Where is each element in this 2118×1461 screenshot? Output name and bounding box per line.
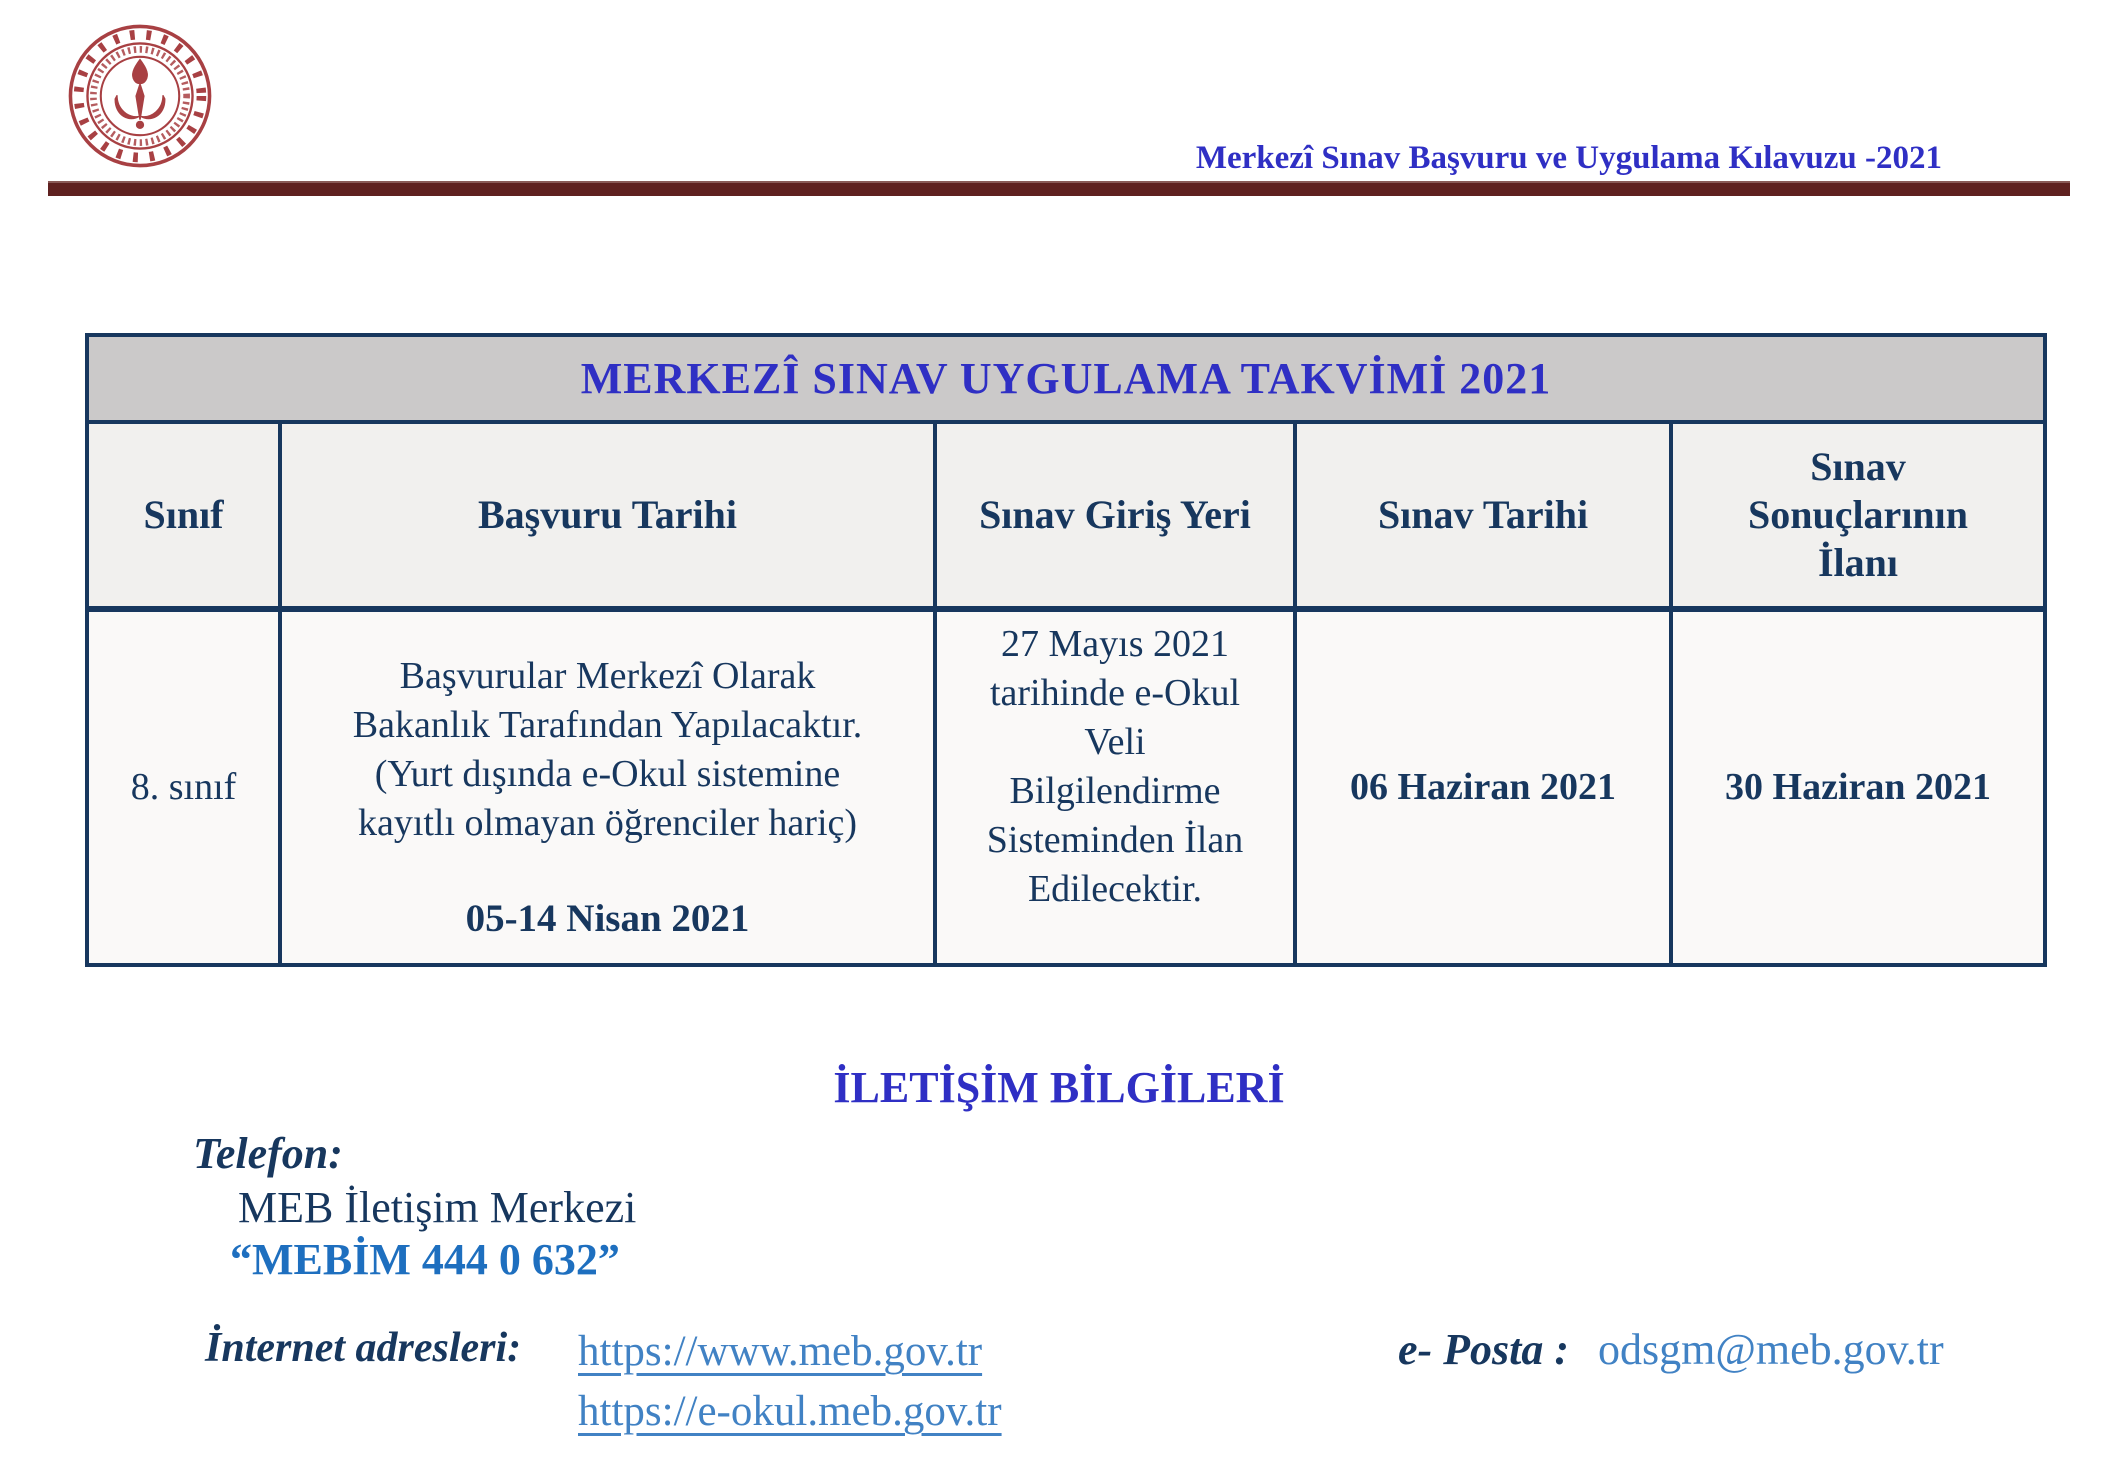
link-eokul-meb-gov-tr[interactable]: https://e-okul.meb.gov.tr bbox=[578, 1388, 1002, 1435]
cell-results-date: 30 Haziran 2021 bbox=[1671, 609, 2045, 965]
cell-exam-date: 06 Haziran 2021 bbox=[1295, 609, 1671, 965]
table-title: MERKEZÎ SINAV UYGULAMA TAKVİMİ 2021 bbox=[87, 335, 2045, 422]
meb-logo-icon bbox=[66, 22, 214, 170]
email-label: e- Posta : bbox=[1398, 1325, 1570, 1374]
table-row bbox=[87, 609, 2045, 965]
application-line: kayıtlı olmayan öğrenciler hariç) bbox=[357, 802, 858, 844]
entry-line: Veli bbox=[1084, 721, 1146, 763]
application-line: Başvurular Merkezî Olarak bbox=[399, 655, 816, 697]
internet-label: İnternet adresleri: bbox=[205, 1325, 522, 1371]
col-header-label: Sınav Sonuçlarının İlanı bbox=[1747, 444, 1969, 585]
entry-line: Bilgilendirme bbox=[1009, 770, 1221, 812]
email-address[interactable]: odsgm@meb.gov.tr bbox=[1598, 1325, 1944, 1374]
exam-table bbox=[85, 333, 2047, 967]
col-header-sinif: Sınıf bbox=[87, 422, 280, 609]
link-meb-gov-tr[interactable]: https://www.meb.gov.tr bbox=[578, 1328, 983, 1375]
col-header-basvuru-tarihi: Başvuru Tarihi bbox=[280, 422, 935, 609]
doc-title: Merkezî Sınav Başvuru ve Uygulama Kılavuzu -2021 bbox=[1195, 140, 1942, 176]
entry-line: Edilecektir. bbox=[1027, 868, 1203, 910]
col-header-sinav-tarihi: Sınav Tarihi bbox=[1295, 422, 1671, 609]
col-header-sinav-sonuclari-ilani bbox=[1671, 422, 2045, 609]
phone-center-name: MEB İletişim Merkezi bbox=[238, 1183, 637, 1232]
cell-application-date: 05-14 Nisan 2021 bbox=[465, 897, 750, 940]
entry-line: Sisteminden İlan bbox=[986, 819, 1244, 861]
internet-links bbox=[578, 1322, 1002, 1442]
application-line: (Yurt dışında e-Okul sistemine bbox=[374, 753, 841, 795]
col-header-sinav-giris-yeri: Sınav Giriş Yeri bbox=[935, 422, 1295, 609]
entry-line: tarihinde e-Okul bbox=[989, 672, 1241, 714]
entry-line: 27 Mayıs 2021 bbox=[1001, 623, 1229, 665]
application-line: Bakanlık Tarafından Yapılacaktır. bbox=[352, 704, 863, 746]
exam-calendar bbox=[85, 333, 2047, 967]
cell-entry-place bbox=[935, 609, 1295, 965]
phone-number: “MEBİM 444 0 632” bbox=[230, 1235, 620, 1284]
header-rule bbox=[48, 181, 2070, 196]
cell-grade: 8. sınıf bbox=[87, 609, 280, 965]
cell-application bbox=[280, 609, 935, 965]
phone-label: Telefon: bbox=[193, 1129, 343, 1178]
contact-title: İLETİŞİM BİLGİLERİ bbox=[833, 1063, 1285, 1112]
